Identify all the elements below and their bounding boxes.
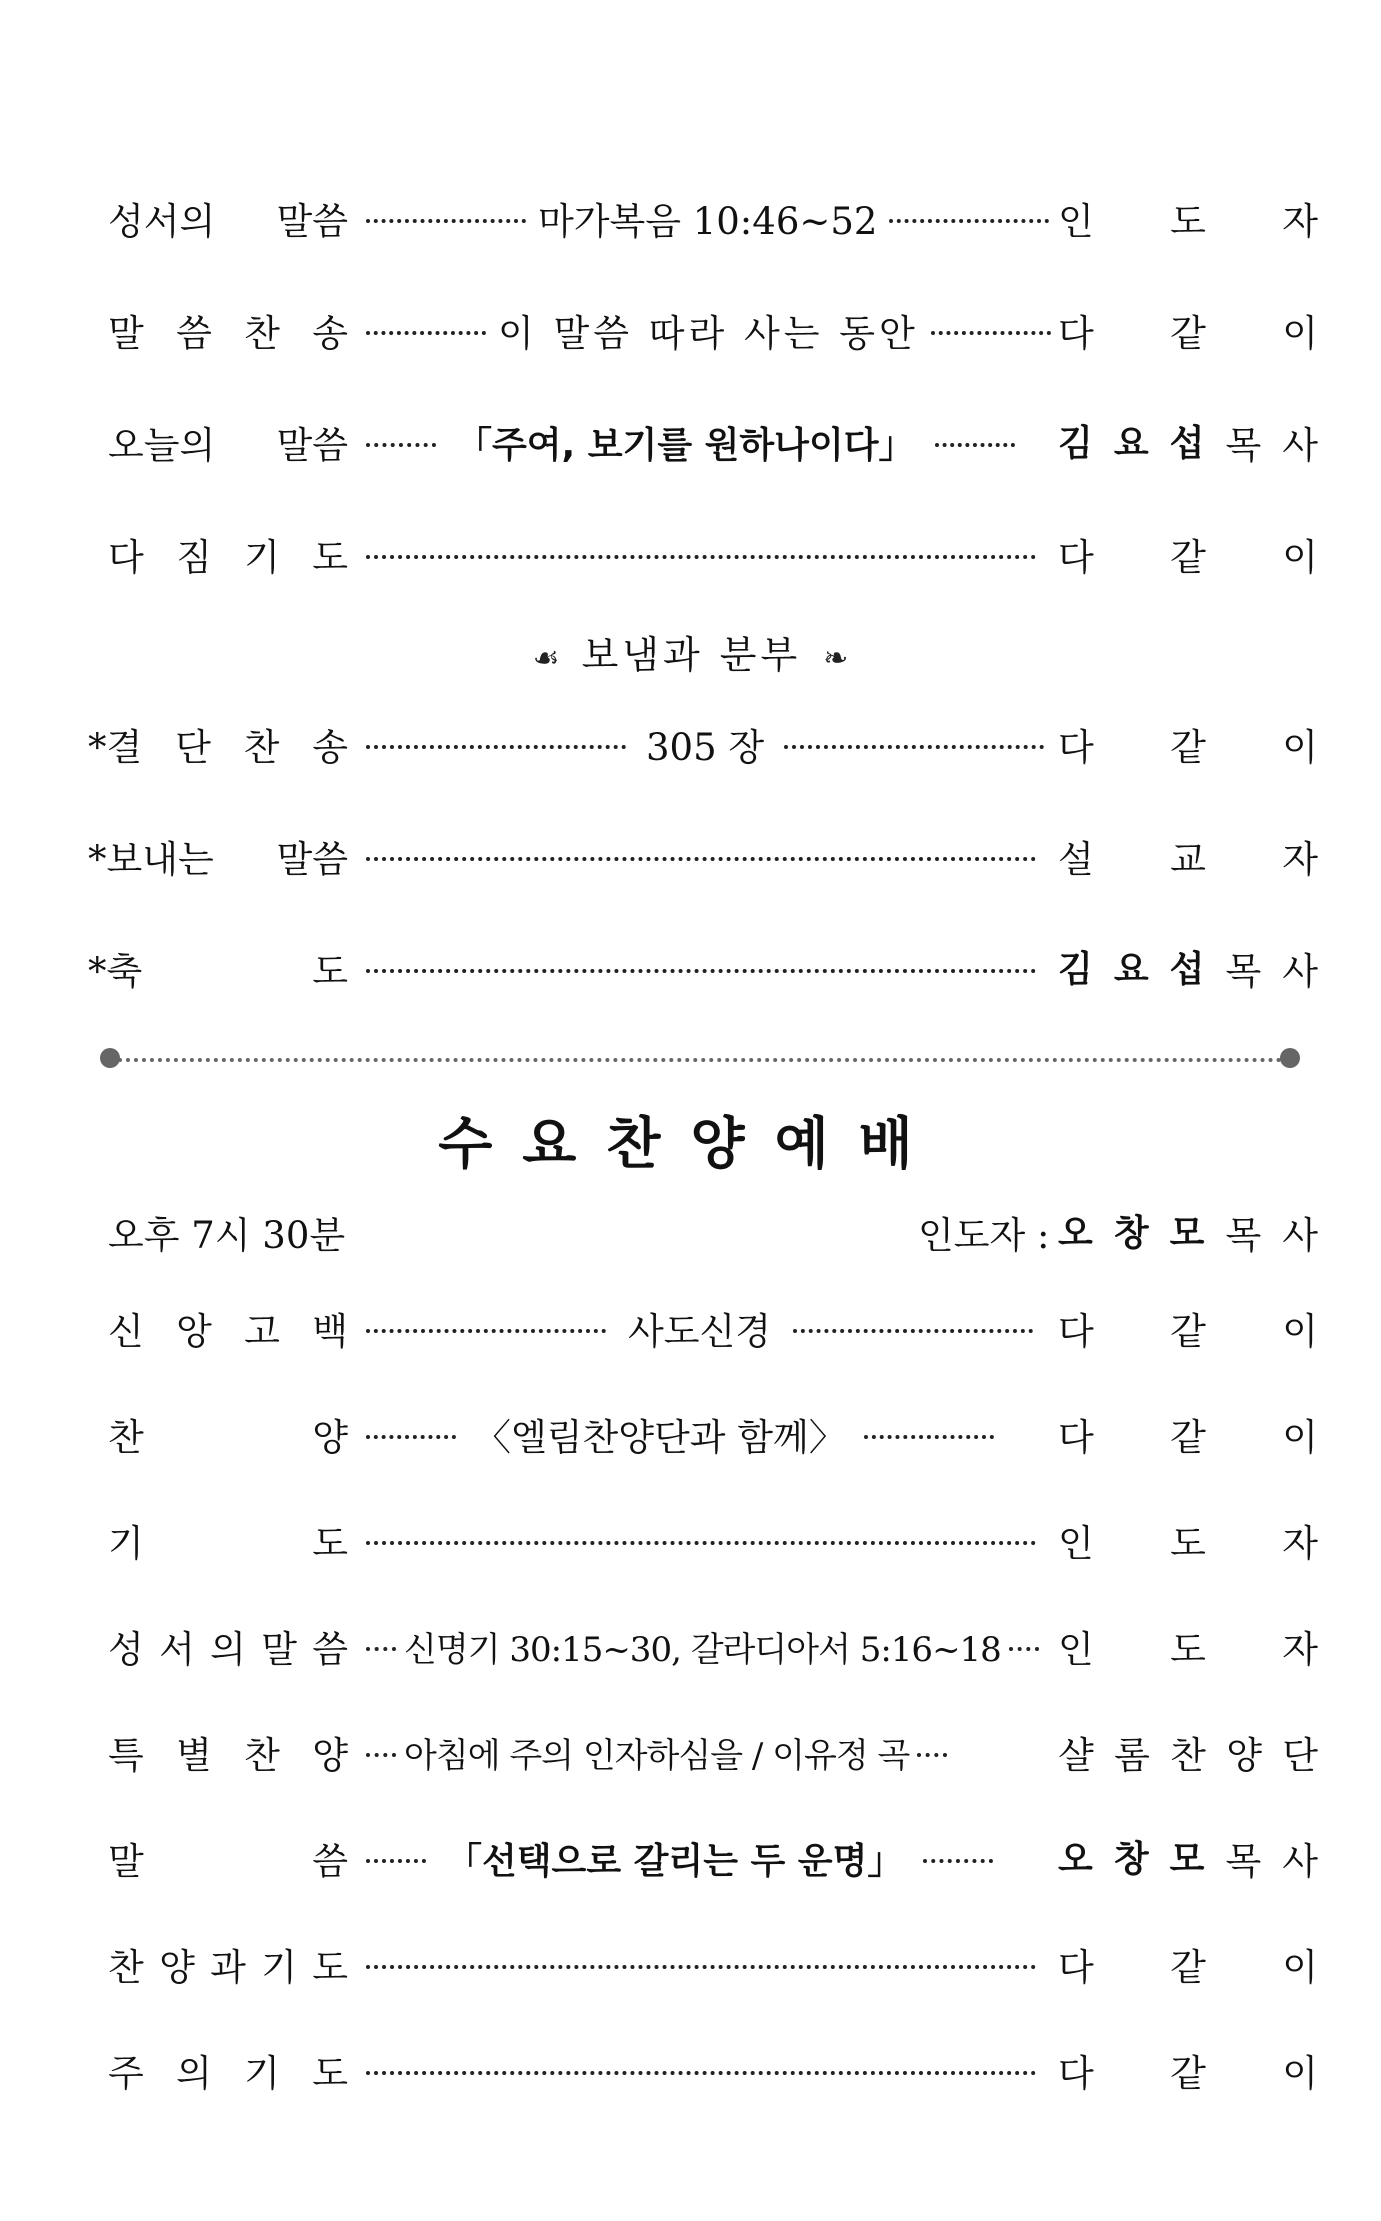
responsible-char: 목	[1225, 950, 1262, 993]
row-responsible	[1058, 1513, 1318, 1567]
responsible-char: 자	[1282, 1628, 1318, 1671]
order-row-sermon	[108, 410, 1318, 474]
responsible-char: 이	[1282, 1416, 1318, 1459]
leader-dots	[366, 1965, 1036, 1969]
sending-heading-text: 보냄과 분부	[581, 633, 802, 677]
responsible-char: 목	[1225, 424, 1262, 467]
label-part: 앙	[176, 1310, 212, 1353]
label-part: 말	[108, 1840, 144, 1883]
responsible-char: 양	[1226, 1734, 1262, 1777]
responsible-char: 같	[1170, 1946, 1206, 1989]
label-part: 오늘의	[108, 424, 216, 467]
row-responsible	[1058, 941, 1318, 995]
order-row-benediction	[88, 936, 1318, 1000]
row-label	[88, 829, 348, 883]
responsible-char: 인	[1058, 1522, 1094, 1565]
row-label	[108, 1513, 348, 1567]
leader-dots	[864, 1435, 994, 1439]
label-part: 씀	[312, 1628, 348, 1671]
label-part: 주	[108, 2052, 144, 2095]
label-part: 의	[176, 2052, 212, 2095]
leader-dots	[366, 219, 526, 223]
row-content: 305 장	[646, 726, 765, 769]
label-part: 양	[312, 1416, 348, 1459]
wednesday-service-title: 수요찬양예배	[438, 1112, 943, 1177]
order-row-wed-sermon	[108, 1826, 1318, 1890]
leader-dots	[935, 443, 1015, 447]
row-content: 마가복음 10:46~52	[538, 200, 878, 243]
row-label	[88, 717, 348, 771]
row-content: 〈엘림찬양단과 함께〉	[474, 1416, 846, 1459]
label-part: 도	[312, 1522, 348, 1565]
row-responsible	[1058, 1831, 1318, 1885]
label-part: 성	[108, 1628, 144, 1671]
leader-dots	[1009, 1647, 1039, 1651]
row-responsible	[1058, 717, 1318, 771]
label-part: 성서의	[108, 200, 216, 243]
label-part: 다	[108, 536, 144, 579]
responsible-char: 이	[1282, 1310, 1318, 1353]
row-label	[108, 1725, 348, 1779]
row-label	[108, 1937, 348, 1991]
row-content: 이 말씀 따라 사는 동안	[498, 312, 919, 355]
label-part: 기	[261, 1946, 297, 1989]
order-row-creed	[108, 1296, 1318, 1360]
responsible-char: 같	[1170, 2052, 1206, 2095]
order-row-wed-scripture	[108, 1614, 1318, 1678]
leader-label: 인도자 :	[918, 1214, 1050, 1257]
responsible-char: 오	[1058, 1839, 1093, 1880]
order-row-praise	[108, 1402, 1318, 1466]
responsible-char: 찬	[1170, 1734, 1206, 1777]
row-responsible	[1058, 415, 1318, 469]
leader-char: 목	[1225, 1214, 1262, 1257]
label-part: *보내는	[88, 838, 214, 881]
label-part: 말씀	[276, 424, 348, 467]
responsible-char: 요	[1113, 423, 1149, 464]
responsible-char: 같	[1170, 1310, 1206, 1353]
responsible-char: 같	[1170, 536, 1206, 579]
label-part: 도	[312, 2052, 348, 2095]
leader-dots	[366, 1859, 426, 1863]
order-row-special-praise	[108, 1720, 1318, 1784]
row-responsible	[1058, 527, 1318, 581]
label-part: 씀	[312, 1840, 348, 1883]
label-part: 기	[244, 2052, 280, 2095]
responsible-char: 이	[1282, 536, 1318, 579]
responsible-char: 다	[1058, 312, 1094, 355]
responsible-char: 자	[1282, 838, 1318, 881]
ornament-left-icon: ☙	[532, 641, 560, 676]
leader-dots	[923, 1859, 993, 1863]
order-row-prayer	[108, 1508, 1318, 1572]
row-responsible	[1058, 829, 1318, 883]
leader-dots	[366, 443, 436, 447]
responsible-char: 같	[1170, 726, 1206, 769]
label-part: 기	[108, 1522, 144, 1565]
label-part: 기	[244, 536, 280, 579]
order-row-hymn	[108, 298, 1318, 362]
responsible-char: 단	[1282, 1734, 1318, 1777]
responsible-char: 설	[1058, 838, 1094, 881]
leader-dots	[366, 1435, 456, 1439]
responsible-char: 롬	[1114, 1734, 1150, 1777]
responsible-char: 다	[1058, 536, 1094, 579]
leader-dots	[889, 219, 1049, 223]
leader-dots	[917, 1753, 947, 1757]
leader-dots	[366, 1541, 1036, 1545]
order-row-resolution-prayer	[108, 522, 1318, 586]
leader-dots	[366, 555, 1036, 559]
label-part: 도	[312, 536, 348, 579]
label-part: 과	[210, 1946, 246, 1989]
row-label	[108, 1407, 348, 1461]
row-responsible	[1058, 1725, 1318, 1779]
sermon-title: 「주여, 보기를 원하나이다」	[456, 424, 915, 466]
responsible-char: 김	[1058, 949, 1093, 990]
responsible-char: 다	[1058, 1310, 1094, 1353]
label-part: 백	[312, 1310, 348, 1353]
responsible-char: 인	[1058, 1628, 1094, 1671]
leader-dots	[366, 1329, 606, 1333]
leader-char: 창	[1113, 1213, 1149, 1254]
leader-dots	[366, 1753, 396, 1757]
responsible-char: 사	[1282, 950, 1318, 993]
wednesday-time-row	[108, 1200, 1318, 1264]
responsible-char: 다	[1058, 2052, 1094, 2095]
responsible-char: 이	[1282, 2052, 1318, 2095]
responsible-char: 이	[1282, 726, 1318, 769]
leader-dots	[931, 331, 1051, 335]
leader-dots	[366, 745, 626, 749]
responsible-char: 다	[1058, 1946, 1094, 1989]
row-content: 사도신경	[628, 1310, 771, 1353]
label-part: 씀	[176, 312, 212, 355]
responsible-char: 사	[1282, 1840, 1318, 1883]
label-part: 양	[312, 1734, 348, 1777]
responsible-char: 이	[1282, 312, 1318, 355]
label-part: 찬	[243, 726, 280, 769]
label-part: 말씀	[276, 200, 348, 243]
responsible-char: 자	[1282, 1522, 1318, 1565]
responsible-char: 다	[1058, 1416, 1094, 1459]
row-label	[88, 941, 348, 995]
responsible-char: 요	[1113, 949, 1149, 990]
order-row-lords-prayer	[108, 2038, 1318, 2102]
row-content: 신명기 30:15~30, 갈라디아서 5:16~18	[404, 1629, 1001, 1670]
label-part: 도	[312, 1946, 348, 1989]
responsible-char: 김	[1058, 423, 1093, 464]
order-row-closing-hymn	[88, 712, 1318, 776]
label-part: 의	[210, 1628, 246, 1671]
label-part: 도	[312, 950, 348, 993]
order-row-praise-prayer	[108, 1932, 1318, 1996]
service-leader	[1058, 1205, 1318, 1259]
row-responsible	[1058, 1937, 1318, 1991]
row-label	[108, 527, 348, 581]
row-label	[108, 415, 348, 469]
leader-dots	[793, 1329, 1033, 1333]
label-part: 찬	[244, 1734, 280, 1777]
leader-dots	[784, 745, 1044, 749]
label-part: 양	[159, 1946, 195, 1989]
label-part: 송	[312, 726, 348, 769]
section-divider	[110, 1058, 1290, 1062]
row-content: 아침에 주의 인자하심을 / 이유정 곡	[404, 1735, 910, 1776]
label-part: 말	[108, 312, 144, 355]
order-row-scripture	[108, 186, 1318, 250]
responsible-char: 도	[1170, 1522, 1206, 1565]
label-part: *축	[88, 950, 143, 993]
responsible-char: 샬	[1058, 1734, 1094, 1777]
label-part: 특	[108, 1734, 144, 1777]
row-responsible	[1058, 2043, 1318, 2097]
label-part: 송	[312, 312, 348, 355]
leader-dots	[366, 2071, 1036, 2075]
label-part: 고	[244, 1310, 280, 1353]
row-responsible	[1058, 191, 1318, 245]
responsible-char: 사	[1282, 424, 1318, 467]
row-label	[108, 303, 348, 357]
responsible-char: 섭	[1169, 423, 1205, 464]
divider-dot-right	[1280, 1048, 1300, 1068]
responsible-char: 창	[1113, 1839, 1149, 1880]
row-responsible	[1058, 1301, 1318, 1355]
label-part: *결	[88, 726, 143, 769]
label-part: 찬	[108, 1946, 144, 1989]
sermon-title: 「선택으로 갈리는 두 운명」	[446, 1840, 904, 1882]
responsible-char: 자	[1282, 200, 1318, 243]
responsible-char: 다	[1058, 726, 1094, 769]
leader-dots	[366, 331, 486, 335]
row-label	[108, 2043, 348, 2097]
row-label	[108, 1831, 348, 1885]
service-time: 오후 7시 30분	[108, 1214, 346, 1257]
leader-dots	[366, 969, 1036, 973]
order-row-sending-words	[88, 824, 1318, 888]
label-part: 찬	[108, 1416, 144, 1459]
label-part: 찬	[244, 312, 280, 355]
label-part: 별	[176, 1734, 212, 1777]
responsible-char: 목	[1225, 1840, 1262, 1883]
leader-char: 모	[1169, 1213, 1205, 1254]
responsible-char: 같	[1170, 312, 1206, 355]
leader-char: 사	[1282, 1214, 1318, 1257]
leader-char: 오	[1058, 1213, 1093, 1254]
row-label	[108, 1619, 348, 1673]
sending-heading	[0, 624, 1381, 679]
label-part: 말	[261, 1628, 297, 1671]
leader-dots	[366, 1647, 396, 1651]
row-label	[108, 191, 348, 245]
responsible-char: 같	[1170, 1416, 1206, 1459]
label-part: 서	[159, 1628, 195, 1671]
label-part: 말씀	[276, 838, 348, 881]
responsible-char: 도	[1170, 1628, 1206, 1671]
leader-dots	[366, 857, 1036, 861]
row-label	[108, 1301, 348, 1355]
responsible-char: 교	[1170, 838, 1206, 881]
responsible-char: 도	[1170, 200, 1206, 243]
row-responsible	[1058, 303, 1318, 357]
label-part: 짐	[176, 536, 212, 579]
responsible-char: 인	[1058, 200, 1094, 243]
label-part: 신	[108, 1310, 144, 1353]
row-responsible	[1058, 1407, 1318, 1461]
responsible-char: 섭	[1169, 949, 1205, 990]
ornament-right-icon: ❧	[823, 641, 849, 676]
responsible-char: 모	[1169, 1839, 1205, 1880]
label-part: 단	[175, 726, 211, 769]
responsible-char: 이	[1282, 1946, 1318, 1989]
row-responsible	[1058, 1619, 1318, 1673]
